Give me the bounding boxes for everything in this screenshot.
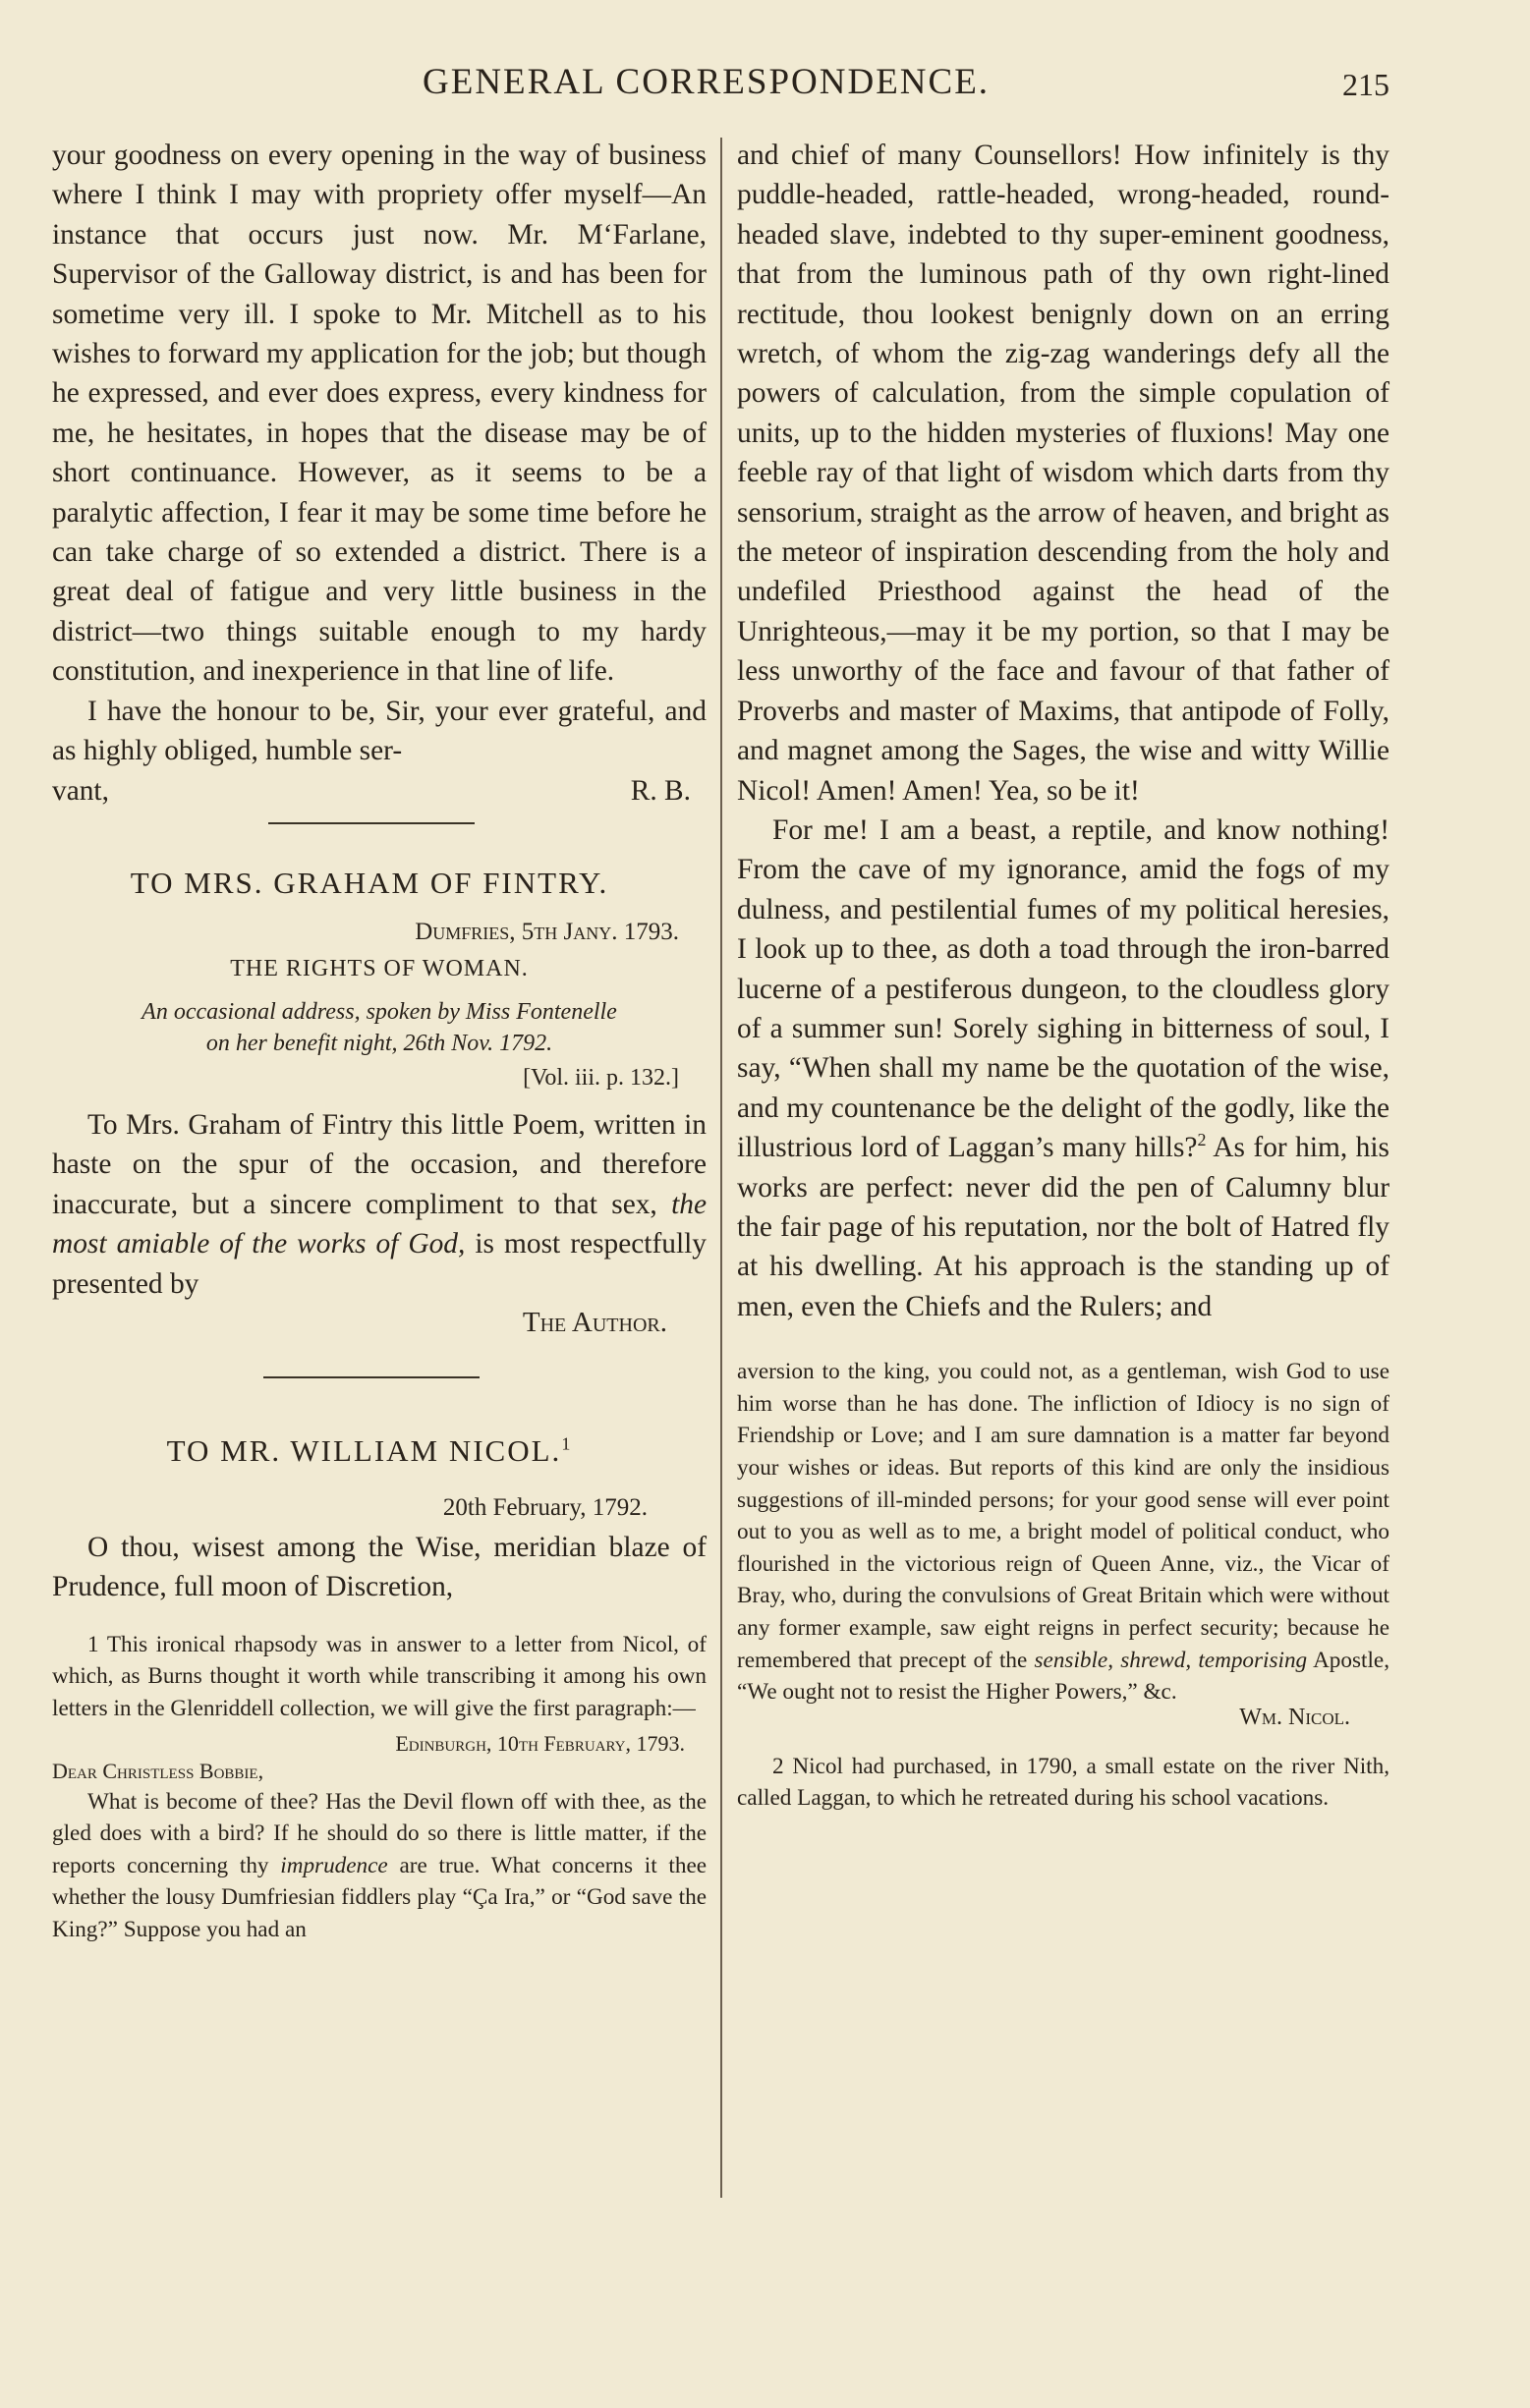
footnote-1 (52, 1629, 707, 1946)
footnote-1-continued (737, 1356, 1389, 1731)
para-2-b: As for him, his works are perfect: never did the pen of Calumny blur the fair page of his reputation, nor the bolt of Hatred fly at his dwelling. At his approach is the standing up of men, even the Chiefs and the Rulers; and (737, 1132, 1389, 1322)
page-number: 215 (1342, 67, 1389, 102)
running-head: GENERAL CORRESPONDENCE. (423, 62, 991, 102)
footnote-1-signature: Wm. Nicol. (1239, 1704, 1350, 1730)
poem-note-line-2: on her benefit night, 26th Nov. 1792. (205, 1030, 553, 1056)
para-2-a: For me! I am a beast, a reptile, and know nothing! From the cave of my ignorance, amid the fogs of my dulness, and pestilential fumes of my political heresies, I look up to thee, as doth a toad through the iron-barred lucerne of a pestiferous dungeon, to the cloudless glory of a summer sun! Sorely sighing in bitterness of soul, I say, “When shall my name be the quotation of the wise, and my countenance be the delight of the godly, like the illustrious lord of Laggan’s many hills? (737, 813, 1389, 1164)
poem-title: THE RIGHTS OF WOMAN. (230, 955, 529, 981)
continued-paragraph: your goodness on every opening in the way of business where I think I may with propriety offer myself—An instance that occurs just now. Mr. M‘Farlane, Supervisor of the Galloway district, is and has been for sometime very ill. I spoke to Mr. Mitchell as to his wishes to forward my application for the job; but though he expressed, and ever does express, every kindness for me, he hesitates, in hopes that the disease may be of short continuance. However, as it seems to be a paralytic affection, I fear it may be some time before he can take charge of so extended a district. There is a great deal of fatigue and very little business in the district—two things suitable enough to my hardy constitution, and inexperience in that line of life. (52, 140, 707, 688)
graham-body-italic: the most amiable of the works of God, (52, 1188, 707, 1260)
footnote-2-text (737, 1751, 1389, 1815)
note-cont-a: aversion to the king, you could not, as a gentleman, wish God to use him worse than he has done. The infliction of Idiocy is no sign of Friendship or Love; and I am sure damnation is a matter far beyond your wishes or ideas. But reports of this kind are only the insidious suggestions of ill-minded persons; for your good sense will ever point out to you as well as to me, a bright model of political conduct, who flourished in the victorious reign of Queen Anne, viz., the Vicar of Bray, who, during the convulsions of Great Britain which were without any former example, saw eight reigns in perfect security; because he remembered that precept of the (737, 1359, 1389, 1673)
footnote-1-text (52, 1629, 707, 1725)
volume-reference: [Vol. iii. p. 132.] (523, 1064, 679, 1091)
nicol-dateline: 20th February, 1792. (442, 1493, 648, 1521)
footnote-1-letter-italic: imprudence (280, 1852, 388, 1878)
nicol-letter-para-1: and chief of many Counsellors! How infinitely is thy puddle-headed, rattle-headed, wrong-headed, round-headed slave, indebted to thy super-eminent goodness, that from the luminous path of thy own right-lined rectitude, thou lookest benignly down on an erring wretch, of whom the zig-zag wanderings defy all the powers of calculation, from the simple copulation of units, up to the hidden mysteries of fluxions! May one feeble ray of that light of wisdom which darts from thy sensorium, straight as the arrow of heaven, and bright as the meteor of inspiration descending from the holy and undefiled Priesthood against the head of the Unrighteous,—may it be my portion, so that I may be less unworthy of the face and favour of that father of Proverbs and master of Maxims, that antipode of Folly, and magnet among the Sages, the wise and witty Willie Nicol! Amen! Amen! Yea, so be it! (737, 140, 1389, 807)
section-rule-2 (263, 1376, 480, 1378)
footnote-2-mark: 2 (772, 1753, 784, 1779)
graham-letter-body (52, 1105, 707, 1304)
closing-initials: R. B. (630, 774, 691, 807)
section-rule (268, 822, 475, 824)
footnote-1-dateline: Edinburgh, 10th February, 1793. (395, 1730, 685, 1756)
graham-body-a: To Mrs. Graham of Fintry this little Poem, written in haste on the spur of the occasion, and therefore inaccurate, but a sincere compliment to that sex, (52, 1108, 707, 1220)
footnote-1-continued-text (737, 1356, 1389, 1708)
footnote-ref-1: 1 (561, 1433, 573, 1454)
footnote-1-letter-b: are true. What concerns it thee whether the lousy Dumfriesian fiddlers play “Ça Ira,” or “God save the King?” Suppose you had an (52, 1852, 708, 1942)
footnote-ref-2: 2 (1197, 1130, 1207, 1150)
footnote-1-salutation: Dear Christless Bobbie, (52, 1758, 264, 1783)
nicol-opening: O thou, wisest among the Wise, meridian blaze of Prudence, full moon of Discretion, (52, 1531, 707, 1603)
note-cont-italic: sensible, shrewd, temporising (1034, 1647, 1308, 1673)
footnote-1-letter-a: What is become of thee? Has the Devil flown off with thee, as the gled does with a bird? If he should do so there is little matter, if the reports concerning thy (52, 1788, 707, 1878)
footnote-1-letter (52, 1786, 707, 1946)
poem-note-line-1: An occasional address, spoken by Miss Fontenelle (142, 998, 617, 1025)
closing-paragraph: I have the honour to be, Sir, your ever grateful, and as highly obliged, humble ser- (52, 695, 707, 767)
footnote-2-body: Nicol had purchased, in 1790, a small estate on the river Nith, called Laggan, to which he retreated during his school vacations. (737, 1753, 1389, 1812)
graham-body-b: is most respectfully presented by (52, 1228, 707, 1300)
column-divider (720, 138, 722, 2198)
graham-heading: TO MRS. GRAHAM OF FINTRY. (130, 865, 609, 900)
nicol-heading (32, 1433, 707, 1469)
closing-signature-line (52, 771, 707, 811)
footnote-1-mark: 1 (87, 1631, 99, 1657)
graham-dateline: Dumfries, 5th Jany. 1793. (415, 918, 679, 945)
footnote-1-body: This ironical rhapsody was in answer to a letter from Nicol, of which, as Burns thought it worth while transcribing it among his own letters in the Glenriddell collection, we will give the first paragraph:— (52, 1631, 707, 1721)
nicol-letter-para-2 (737, 811, 1389, 1326)
note-cont-b: Apostle, “We ought not to resist the Higher Powers,” &c. (737, 1647, 1389, 1706)
graham-signature: The Author. (522, 1306, 667, 1338)
right-column (737, 136, 1389, 1815)
nicol-heading-text: TO MR. WILLIAM NICOL. (166, 1432, 562, 1468)
closing-last-word: vant, (52, 774, 109, 807)
left-column (52, 136, 707, 1946)
footnote-2 (737, 1751, 1389, 1815)
